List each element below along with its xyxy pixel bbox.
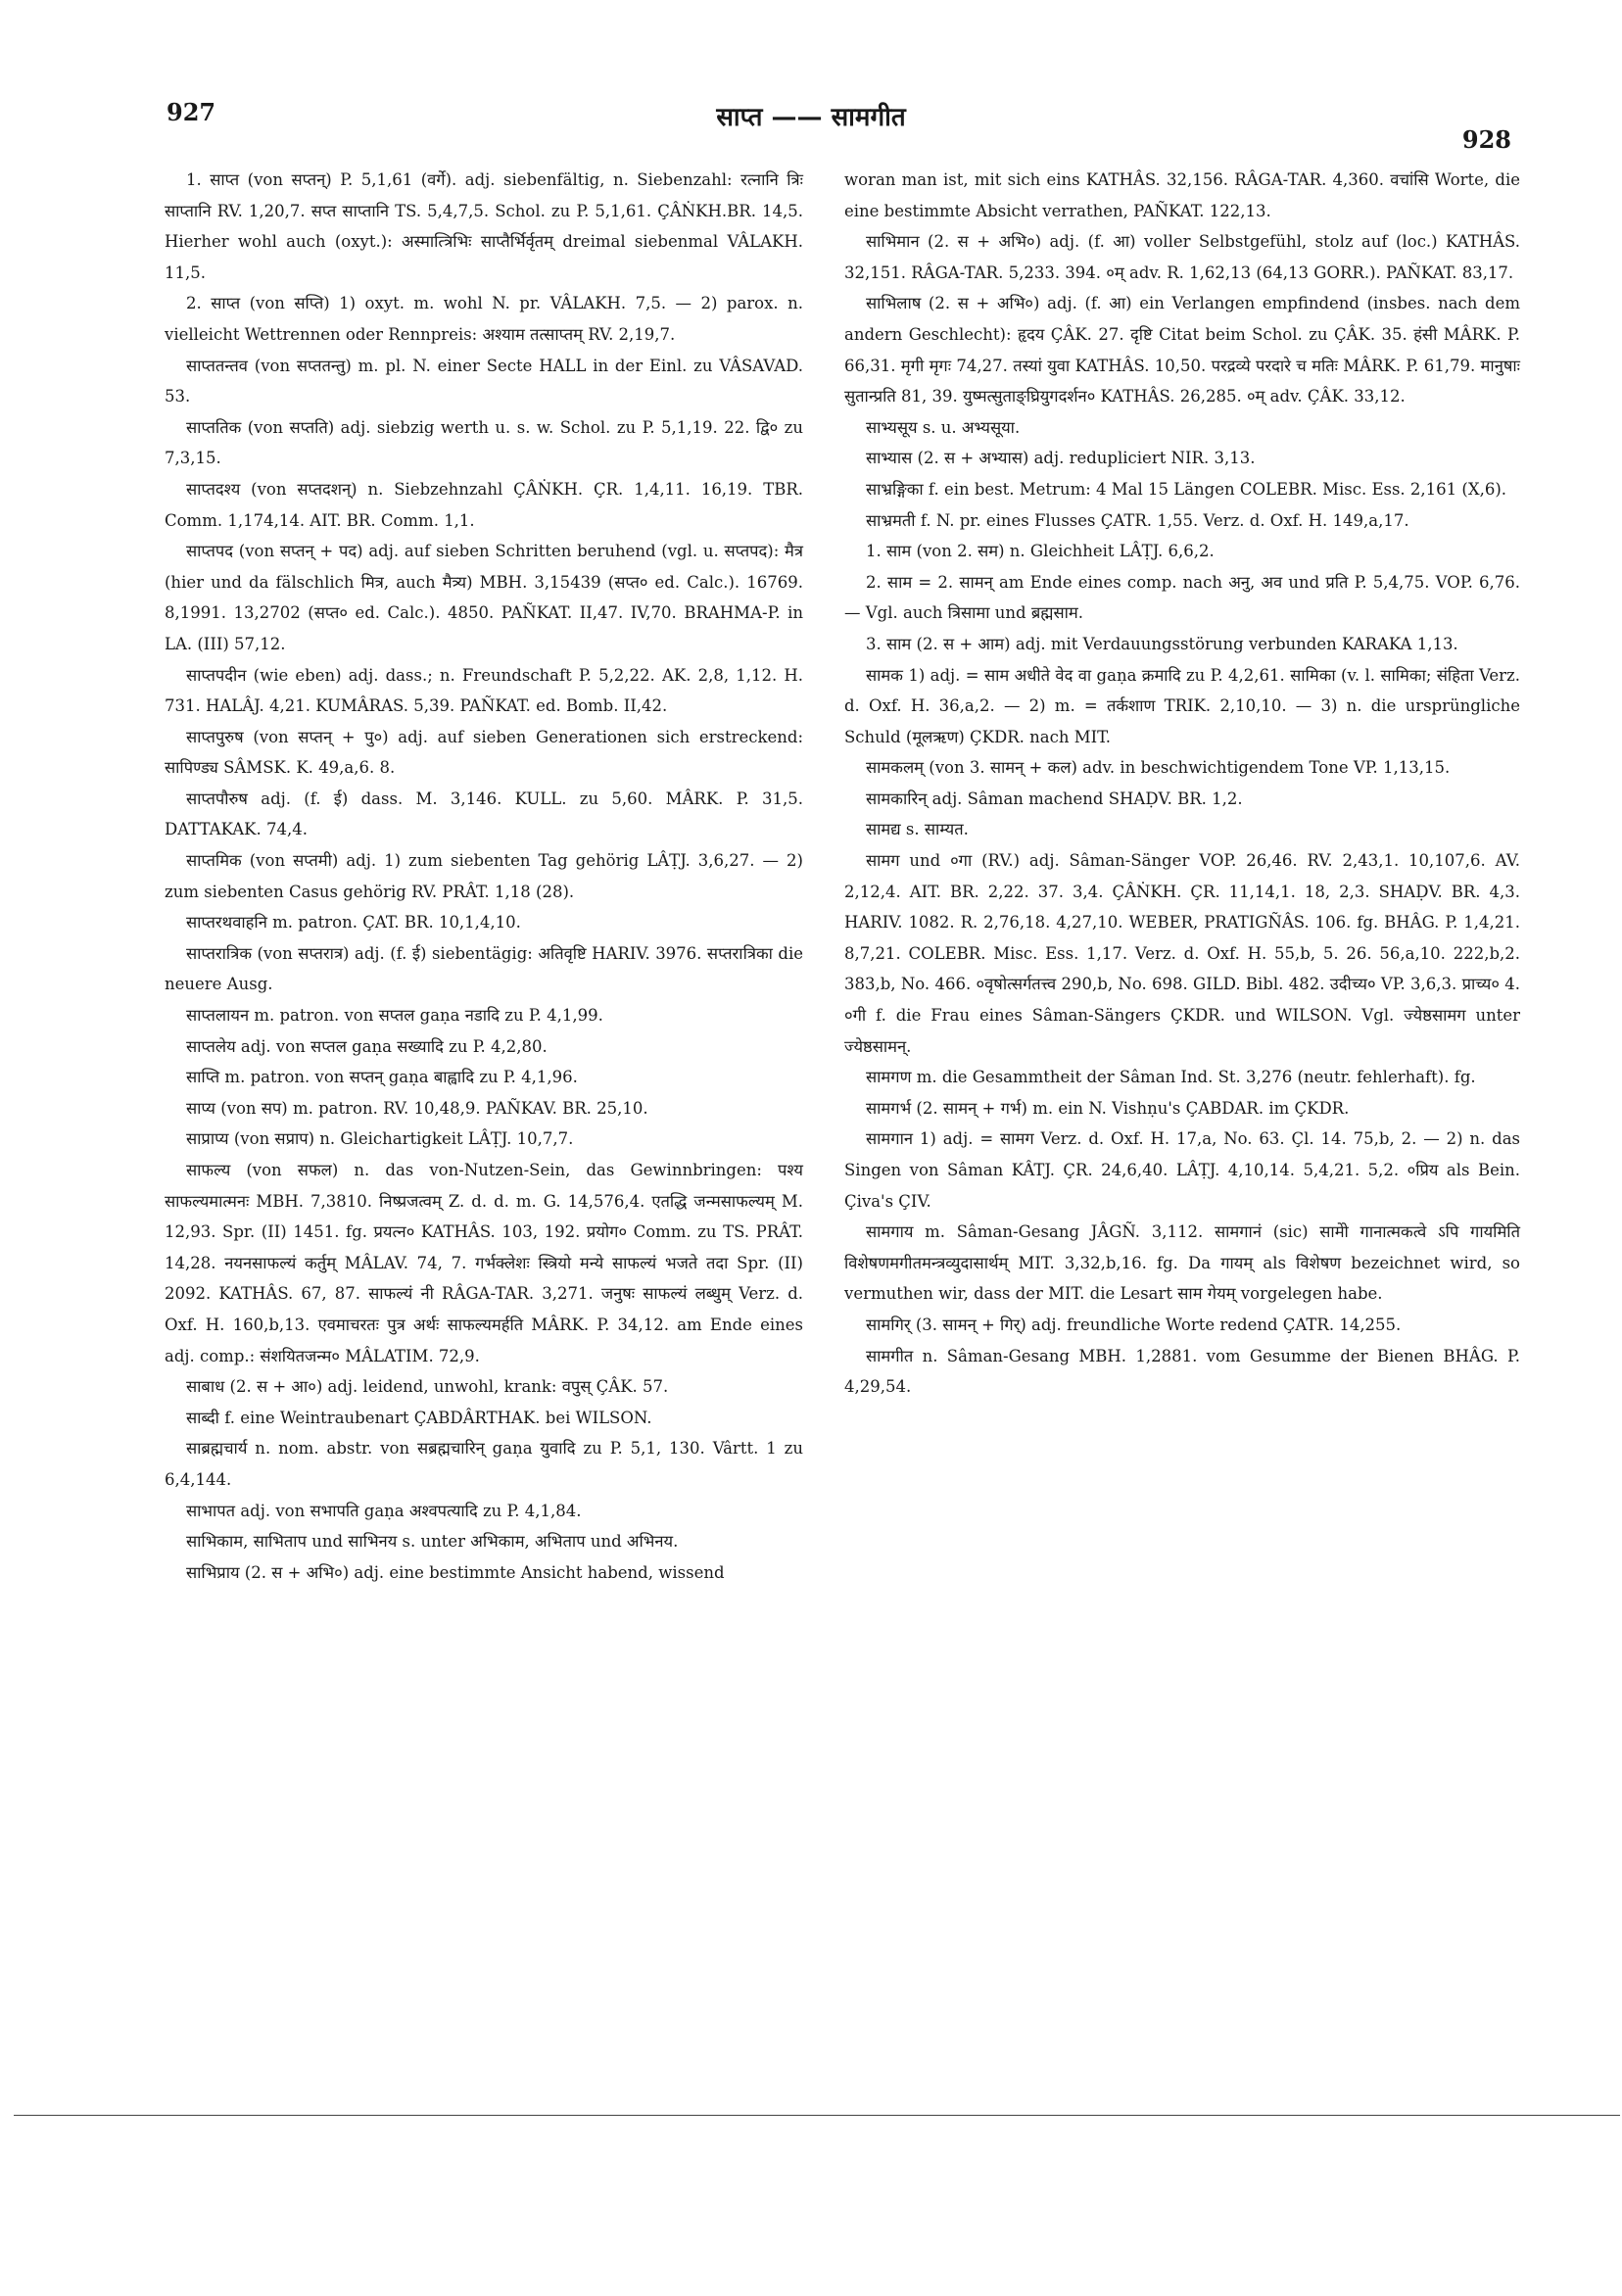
entry-continued: woran man ist, mit sich eins KATHÂS. 32,156. RÂGA-TAR. 4,360. वचांसि Worte, die eine bestimmte Absicht verrathen, PAÑKAT. 122,13. [844, 170, 1520, 220]
entry: सामग und ०गा (RV.) adj. Sâman-Sänger VOP. 26,46. RV. 2,43,1. 10,107,6. AV. 2,12,4. AIT. BR. 2,22. 37. 3,4. ÇÂṄKH. ÇR. 11,14,1. 18, 2,3. SHAḌV. BR. 4,3. HARIV. 1082. R. 2,76,18. 4,27,10. WEBER, PRATIGÑÂS. 106. fg. BHÂG. P. 1,4,21. 8,7,21. COLEBR. Misc. Ess. 1,17. Verz. d. Oxf. H. 55,b, 5. 26. 56,a,10. 222,b,2. 383,b, No. 466. ०वृषोत्सर्गतत्त्व 290,b, No. 698. GILD. Bibl. 482. उदीच्य० VP. 3,6,3. प्राच्य० 4. ०गी f. die Frau eines Sâman-Sängers ÇKDR. und WILSON. Vgl. ज्येष्ठसामग unter ज्येष्ठसामन्. [844, 851, 1520, 1056]
entry: साफल्य (von सफल) n. das von-Nutzen-Sein, das Gewinnbringen: पश्य साफल्यमात्मनः MBH. 7,3810. निष्प्रजत्वम् Z. d. d. m. G. 14,576,4. एतद्धि जन्मसाफल्यम् M. 12,93. Spr. (II) 1451. fg. प्रयत्न० KATHÂS. 103, 192. प्रयोग० Comm. zu TS. PRÂT. 14,28. नयनसाफल्यं कर्तुम् MÂLAV. 74, 7. गर्भक्लेशः स्त्रियो मन्ये साफल्यं भजते तदा Spr. (II) 2092. KATHÂS. 67, 87. साफल्यं नी RÂGA-TAR. 3,271. जनुषः साफल्यं लब्धुम् Verz. d. Oxf. H. 160,b,13. एवमाचरतः पुत्र अर्थः साफल्यमर्हति MÂRK. P. 34,12. am Ende eines adj. comp.: संशयितजन्म० MÂLATIM. 72,9. [165, 1161, 803, 1365]
entry: सामकारिन् adj. Sâman machend SHAḌV. BR. 1,2. [866, 789, 1243, 808]
entry: साभ्रङ्गिका f. ein best. Metrum: 4 Mal 15 Längen COLEBR. Misc. Ess. 2,161 (X,6). [866, 479, 1507, 499]
right-column [844, 165, 1520, 1403]
entry: सामगिर् (3. सामन् + गिर्) adj. freundliche Worte redend ÇATR. 14,255. [866, 1315, 1402, 1334]
entry: साप्तपदीन (wie eben) adj. dass.; n. Freundschaft P. 5,2,22. AK. 2,8, 1,12. H. 731. HALÂJ. 4,21. KUMÂRAS. 5,39. PAÑKAT. ed. Bomb. II,42. [165, 665, 803, 716]
entry: सामद्य s. साम्यत. [866, 820, 969, 839]
entry: साभिप्राय (2. स + अभि०) adj. eine bestimmte Ansicht habend, wissend [186, 1562, 725, 1582]
entry: साब्दी f. eine Weintraubenart ÇABDÂRTHAK. bei WILSON. [186, 1408, 652, 1427]
entry: साप्ततिक (von सप्तति) adj. siebzig werth u. s. w. Schol. zu P. 5,1,19. 22. द्वि० zu 7,3,15. [165, 417, 803, 468]
entry: साब्रह्मचार्य n. nom. abstr. von सब्रह्मचारिन् gaṇa युवादि zu P. 5,1, 130. Vârtt. 1 zu 6,4,144. [165, 1439, 803, 1489]
entry: साप्तदश्य (von सप्तदशन्) n. Siebzehnzahl ÇÂṄKH. ÇR. 1,4,11. 16,19. TBR. Comm. 1,174,14. AIT. BR. Comm. 1,1. [165, 479, 803, 530]
entry: साभिलाष (2. स + अभि०) adj. (f. आ) ein Verlangen empfindend (insbes. nach dem andern Geschlecht): हृदय ÇÂK. 27. दृष्टि Citat beim Schol. zu ÇÂK. 35. हंसी MÂRK. P. 66,31. मृगी मृगः 74,27. तस्यां युवा KATHÂS. 10,50. परद्रव्ये परदारे च मतिः MÂRK. P. 61,79. मानुषाः सुतान्प्रति 81, 39. युष्मत्सुताङ्घ्रियुगदर्शन० KATHÂS. 26,285. ०म् adv. ÇÂK. 33,12. [844, 294, 1520, 407]
left-column [165, 165, 803, 1588]
entry: सामगान 1) adj. = सामग Verz. d. Oxf. H. 17,a, No. 63. Çl. 14. 75,b, 2. — 2) n. das Singen von Sâman KÂTJ. ÇR. 24,6,40. LÂṬJ. 4,10,14. 5,4,21. 5,2. ०प्रिय als Bein. Çiva's ÇIV. [844, 1129, 1520, 1211]
entry: साबाध (2. स + आ०) adj. leidend, unwohl, krank: वपुस् ÇÂK. 57. [186, 1377, 669, 1397]
entry: सामक 1) adj. = साम अधीते वेद वा gaṇa क्रमादि zu P. 4,2,61. सामिका (v. l. सामिका; संहिता Verz. d. Oxf. H. 36,a,2. — 2) m. = तर्कशाण TRIK. 2,10,10. — 3) n. die ursprüngliche Schuld (मूलऋण) ÇKDR. nach MIT. [844, 665, 1520, 746]
entry: साभ्रमती f. N. pr. eines Flusses ÇATR. 1,55. Verz. d. Oxf. H. 149,a,17. [866, 510, 1409, 530]
entry: साभिकाम, साभिताप und साभिनय s. unter अभिकाम, अभिताप und अभिनय. [186, 1532, 679, 1552]
entry: सामकलम् (von 3. सामन् + कल) adv. in beschwichtigendem Tone VP. 1,13,15. [866, 758, 1451, 778]
entry: साभिमान (2. स + अभि०) adj. (f. आ) voller Selbstgefühl, stolz auf (loc.) KATHÂS. 32,151. RÂGA-TAR. 5,233. 394. ०म् adv. R. 1,62,13 (64,13 GORR.). PAÑKAT. 83,17. [844, 232, 1520, 282]
entry: सामगण m. die Gesammtheit der Sâman Ind. St. 3,276 (neutr. fehlerhaft). fg. [866, 1068, 1476, 1087]
page-number-right: 928 [1461, 125, 1511, 154]
entry: साप्ततन्तव (von सप्ततन्तु) m. pl. N. einer Secte HALL in der Einl. zu VÂSAVAD. 53. [165, 356, 803, 407]
entry: 1. साप्त (von सप्तन्) P. 5,1,61 (वर्गे). adj. siebenfältig, n. Siebenzahl: रत्नानि त्रिः साप्तानि RV. 1,20,7. सप्त साप्तानि TS. 5,4,7,5. Schol. zu P. 5,1,61. ÇÂṄKH.BR. 14,5. Hierher wohl auch (oxyt.): अस्मात्त्रिभिः साप्तैर्भिर्वृतम् dreimal siebenmal VÂLAKH. 11,5. [165, 170, 803, 282]
entry: सामगर्भ (2. सामन् + गर्भ) m. ein N. Vishṇu's ÇABDAR. im ÇKDR. [866, 1098, 1350, 1118]
entry: साप्तमिक (von सप्तमी) adj. 1) zum siebenten Tag gehörig LÂṬJ. 3,6,27. — 2) zum siebenten Casus gehörig RV. PRÂT. 1,18 (28). [165, 851, 803, 901]
entry: साप्तलायन m. patron. von सप्तल gaṇa नडादि zu P. 4,1,99. [186, 1006, 603, 1026]
entry: सामगीत n. Sâman-Gesang MBH. 1,2881. vom Gesumme der Bienen BHÂG. P. 4,29,54. [844, 1346, 1520, 1397]
entry: साप्तलेय adj. von सप्तल gaṇa सख्यादि zu P. 4,2,80. [186, 1036, 548, 1056]
entry: साप्तपद (von सप्तन् + पद) adj. auf sieben Schritten beruhend (vgl. u. सप्तपद): मैत्र (hier und da fälschlich मित्र, auch मैत्र्य) MBH. 3,15439 (सप्त० ed. Calc.). 16769. 8,1991. 13,2702 (सप्त० ed. Calc.). 4850. PAÑKAT. II,47. IV,70. BRAHMA-P. in LA. (III) 57,12. [165, 542, 803, 653]
entry: साभ्यास (2. स + अभ्यास) adj. redupliciert NIR. 3,13. [866, 449, 1256, 468]
entry: 1. साम (von 2. सम) n. Gleichheit LÂṬJ. 6,6,2. [866, 542, 1215, 561]
entry: साप्तपौरुष adj. (f. ई) dass. M. 3,146. KULL. zu 5,60. MÂRK. P. 31,5. DATTAKAK. 74,4. [165, 789, 803, 839]
entry: 2. साप्त (von सप्ति) 1) oxyt. m. wohl N. pr. VÂLAKH. 7,5. — 2) parox. n. vielleicht Wettrennen oder Rennpreis: अश्याम तत्साप्तम् RV. 2,19,7. [165, 294, 803, 344]
page-number-left: 927 [167, 98, 216, 126]
entry: साप्य (von सप) m. patron. RV. 10,48,9. PAÑKAV. BR. 25,10. [186, 1098, 648, 1118]
entry: साभ्यसूय s. u. अभ्यसूया. [866, 417, 1021, 437]
entry: साप्तपुरुष (von सप्तन् + पु०) adj. auf sieben Generationen sich erstreckend: सापिण्ड्य SÂMSK. K. 49,a,6. 8. [165, 727, 803, 778]
entry: साप्तरात्रिक (von सप्तरात्र) adj. (f. ई) siebentägig: अतिवृष्टि HARIV. 3976. सप्तरात्रिका die neuere Ausg. [165, 943, 803, 994]
entry: 2. साम = 2. सामन् am Ende eines comp. nach अनु, अव und प्रति P. 5,4,75. VOP. 6,76. — Vgl. auch त्रिसामा und ब्रह्मसाम. [844, 572, 1520, 623]
entry: 3. साम (2. स + आम) adj. mit Verdauungsstörung verbunden KARAKA 1,13. [866, 634, 1458, 653]
entry: साप्राप्य (von सप्राप) n. Gleichartigkeit LÂṬJ. 10,7,7. [186, 1129, 574, 1149]
entry: साप्तरथवाहनि m. patron. ÇAT. BR. 10,1,4,10. [186, 913, 521, 933]
running-header: साप्त —— सामगीत [716, 103, 906, 132]
entry: सामगाय m. Sâman-Gesang JÂGÑ. 3,112. सामगानं (sic) सामेो गानात्मकत्वे ऽपि गायमिति विशेषणमगीतमन्त्रव्युदासार्थम् MIT. 3,32,b,16. fg. Da गायम् als विशेषण bezeichnet wird, so vermuthen wir, dass der MIT. die Lesart साम गेयम् vorgelegen habe. [844, 1222, 1520, 1304]
footer-rule [14, 2115, 1620, 2116]
entry: साभापत adj. von सभापति gaṇa अश्वपत्यादि zu P. 4,1,84. [186, 1501, 582, 1520]
entry: साप्ति m. patron. von सप्तन् gaṇa बाह्वादि zu P. 4,1,96. [186, 1068, 578, 1087]
